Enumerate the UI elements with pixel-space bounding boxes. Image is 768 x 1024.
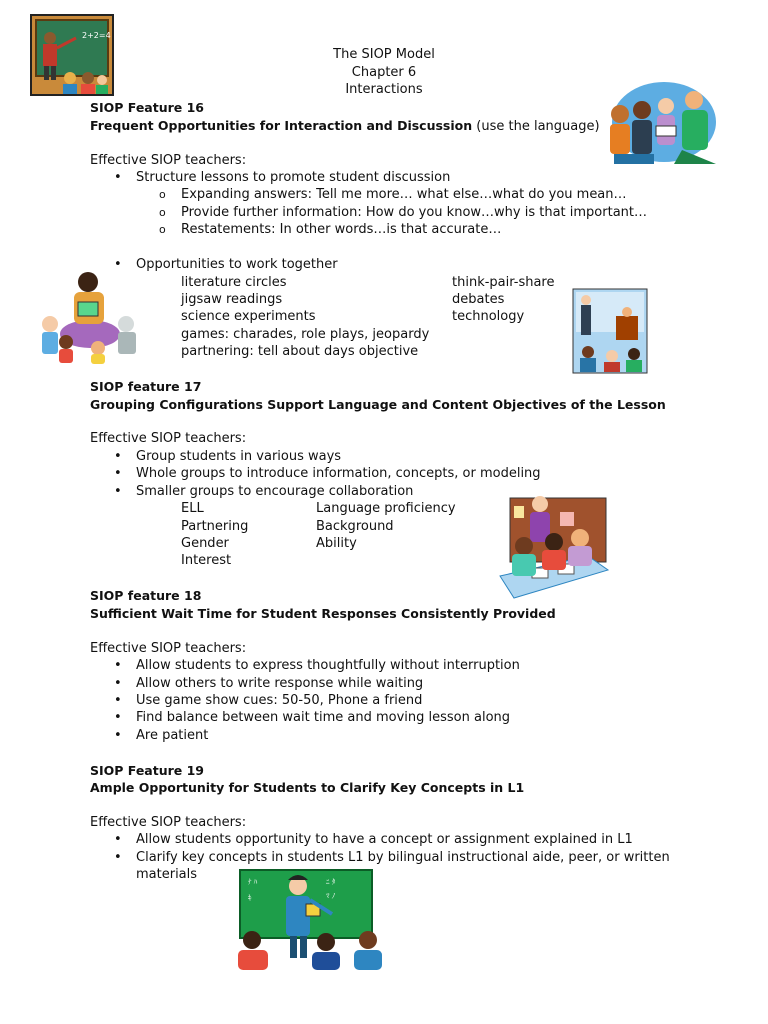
list-item: o Restatements: In other words…is that accurate…	[181, 221, 501, 238]
feature-18-heading: Sufficient Wait Time for Student Responses Consistently Provided	[90, 606, 556, 621]
list-item: • Use game show cues: 50-50, Phone a friend	[136, 692, 422, 709]
list-item: games: charades, role plays, jeopardy	[181, 327, 430, 342]
list-item: • Are patient	[136, 727, 208, 744]
feature-17-heading: Grouping Configurations Support Language and Content Objectives of the Lesson	[90, 397, 666, 412]
feature-16-heading-line	[90, 117, 600, 135]
list-item: • Allow students opportunity to have a concept or assignment explained in L1	[136, 831, 633, 848]
list-item: • Group students in various ways	[136, 448, 341, 465]
list-item: • Allow students to express thoughtfully without interruption	[136, 657, 520, 674]
board-equation: 2+2=4	[82, 31, 111, 40]
students-reading-illustration	[604, 80, 722, 170]
story-circle-illustration	[38, 268, 140, 366]
list-item: • Opportunities to work together	[136, 256, 338, 273]
svg-text:ﾆ ﾀ: ﾆ ﾀ	[326, 878, 336, 886]
list-item: partnering: tell about days objective	[181, 344, 419, 359]
feature-16-heading: Frequent Opportunities for Interaction and Discussion	[90, 118, 473, 133]
feature-18-intro: Effective SIOP teachers:	[90, 641, 247, 656]
svg-text:ﾅ ﾊ: ﾅ ﾊ	[248, 878, 258, 886]
list-item: • Structure lessons to promote student discussion	[136, 169, 450, 186]
list-item-continuation: materials	[136, 867, 198, 882]
list-item: debates	[452, 292, 505, 307]
feature-18-label: SIOP feature 18	[90, 588, 202, 603]
list-item: jigsaw readings	[181, 292, 283, 307]
list-item: Ability	[316, 536, 357, 551]
list-item: Partnering	[181, 519, 249, 534]
list-item: literature circles	[181, 275, 287, 290]
group-work-illustration	[496, 492, 612, 606]
list-item: think-pair-share	[452, 275, 555, 290]
list-item: • Smaller groups to encourage collaboration	[136, 483, 413, 500]
list-item: technology	[452, 309, 525, 324]
feature-19-label: SIOP Feature 19	[90, 763, 205, 778]
list-item: • Clarify key concepts in students L1 by bilingual instructional aide, peer, or written	[136, 849, 670, 866]
list-item: o Expanding answers: Tell me more… what else…what do you mean…	[181, 186, 627, 203]
feature-16-intro: Effective SIOP teachers:	[90, 153, 247, 168]
page-subtitle: Interactions	[345, 82, 423, 97]
teacher-lecture-illustration	[226, 866, 392, 974]
chapter-label: Chapter 6	[351, 65, 417, 80]
classroom-presentation-illustration	[572, 288, 648, 374]
list-item: Interest	[181, 553, 232, 568]
feature-17-label: SIOP feature 17	[90, 379, 202, 394]
list-item: Background	[316, 519, 394, 534]
list-item: Language proficiency	[316, 501, 456, 516]
svg-text:ｷ: ｷ	[248, 894, 252, 902]
svg-text:ﾏ ﾉ: ﾏ ﾉ	[326, 892, 336, 900]
list-item: • Find balance between wait time and moving lesson along	[136, 709, 510, 726]
feature-19-heading: Ample Opportunity for Students to Clarify Key Concepts in L1	[90, 780, 525, 795]
teacher-chalkboard-illustration	[30, 14, 114, 96]
feature-16-heading-note: (use the language)	[476, 119, 600, 134]
list-item: o Provide further information: How do you know…why is that important…	[181, 204, 647, 221]
list-item: Gender	[181, 536, 229, 551]
list-item: science experiments	[181, 309, 316, 324]
list-item: • Allow others to write response while waiting	[136, 675, 423, 692]
page-title: The SIOP Model	[333, 47, 435, 62]
list-item: ELL	[181, 501, 204, 516]
feature-19-intro: Effective SIOP teachers:	[90, 815, 247, 830]
feature-17-intro: Effective SIOP teachers:	[90, 431, 247, 446]
feature-16-label: SIOP Feature 16	[90, 100, 205, 115]
list-item: • Whole groups to introduce information, concepts, or modeling	[136, 465, 541, 482]
